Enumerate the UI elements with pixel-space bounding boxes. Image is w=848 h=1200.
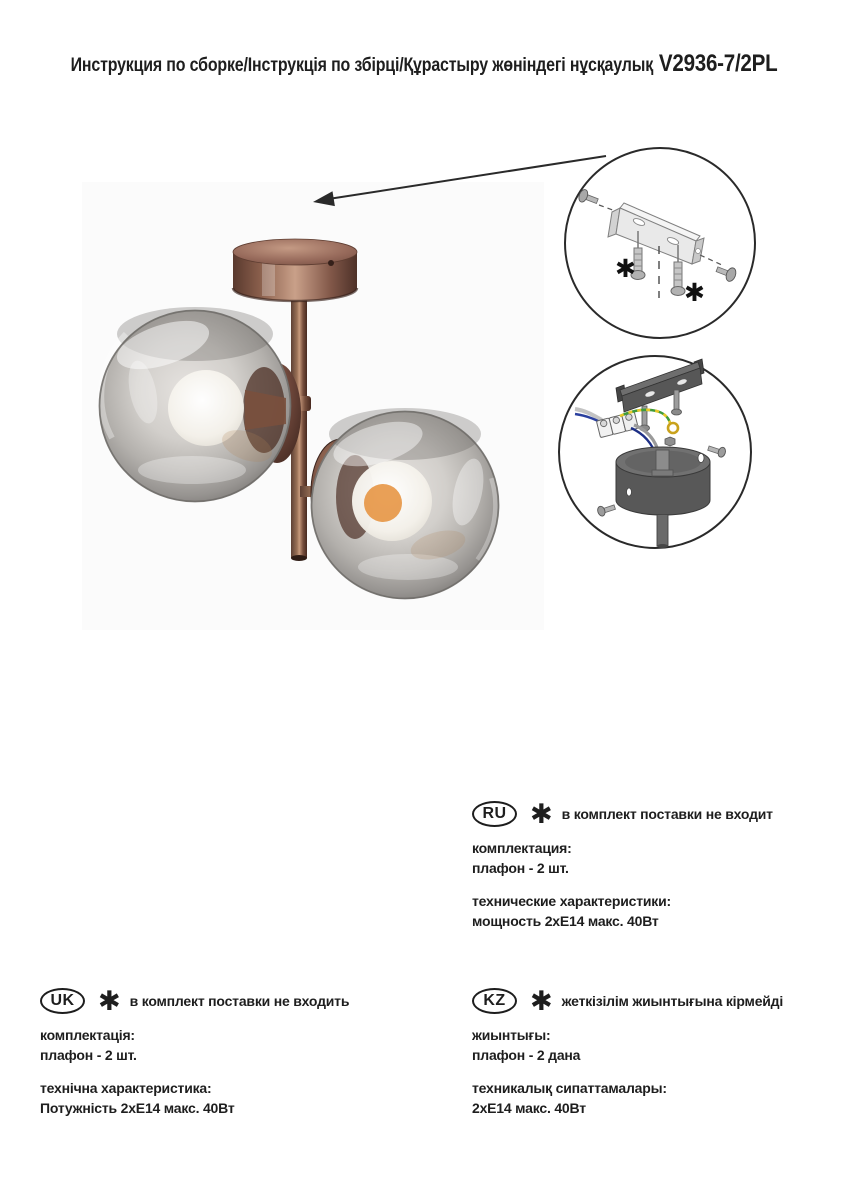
section-body [40, 1025, 420, 1118]
detail-circle-canopy [559, 356, 751, 548]
section-kz [472, 986, 848, 1118]
asterisk-mark: ✱ [530, 798, 553, 830]
package-heading: комплектация: [472, 840, 572, 856]
asterisk-mark: ✱ [530, 985, 553, 1017]
specs-heading: технические характеристики: [472, 893, 671, 909]
bulb-glow [364, 484, 402, 522]
detail-circle-bracket [565, 148, 755, 338]
model-number: V2936-7/2PL [658, 50, 778, 77]
not-included-note: в комплект поставки не входит [561, 806, 773, 822]
lamp-globe-right [311, 408, 499, 599]
asterisk-mark: ✱ [684, 278, 705, 307]
specs-value: мощность 2хЕ14 макс. 40Вт [472, 913, 659, 929]
specs-value: Потужність 2хЕ14 макс. 40Вт [40, 1100, 235, 1116]
package-heading: комплектація: [40, 1027, 135, 1043]
section-header [472, 799, 848, 829]
not-included-note: жеткізілім жиынтығына кірмейді [561, 993, 784, 1009]
section-body [472, 838, 848, 931]
section-header [472, 986, 848, 1016]
illustration-canvas [0, 128, 848, 653]
cap-screw [328, 260, 334, 266]
title-text: Инструкция по сборке/Інструкція по збірці/Құрастыру жөніндегі нұсқаулық [70, 55, 654, 76]
lang-badge-ru: RU [472, 801, 517, 827]
package-item: плафон - 2 дана [472, 1047, 581, 1063]
specs-heading: технічна характеристика: [40, 1080, 212, 1096]
section-ru [472, 799, 848, 931]
asterisk-mark: ✱ [98, 985, 121, 1017]
package-item: плафон - 2 шт. [40, 1047, 137, 1063]
page-title [68, 50, 780, 78]
not-included-note: в комплект поставки не входить [129, 993, 350, 1009]
hex-nut [665, 437, 675, 446]
lamp-ceiling-cap [233, 239, 357, 301]
specs-value: 2хЕ14 макс. 40Вт [472, 1100, 586, 1116]
asterisk-mark: ✱ [615, 254, 636, 283]
package-heading: жиынтығы: [472, 1027, 551, 1043]
lang-badge-uk: UK [40, 988, 85, 1014]
section-uk [40, 986, 420, 1118]
lang-badge-kz: KZ [472, 988, 517, 1014]
section-body [472, 1025, 848, 1118]
package-item: плафон - 2 шт. [472, 860, 569, 876]
specs-heading: техникалық сипаттамалары: [472, 1080, 667, 1096]
section-header [40, 986, 420, 1016]
